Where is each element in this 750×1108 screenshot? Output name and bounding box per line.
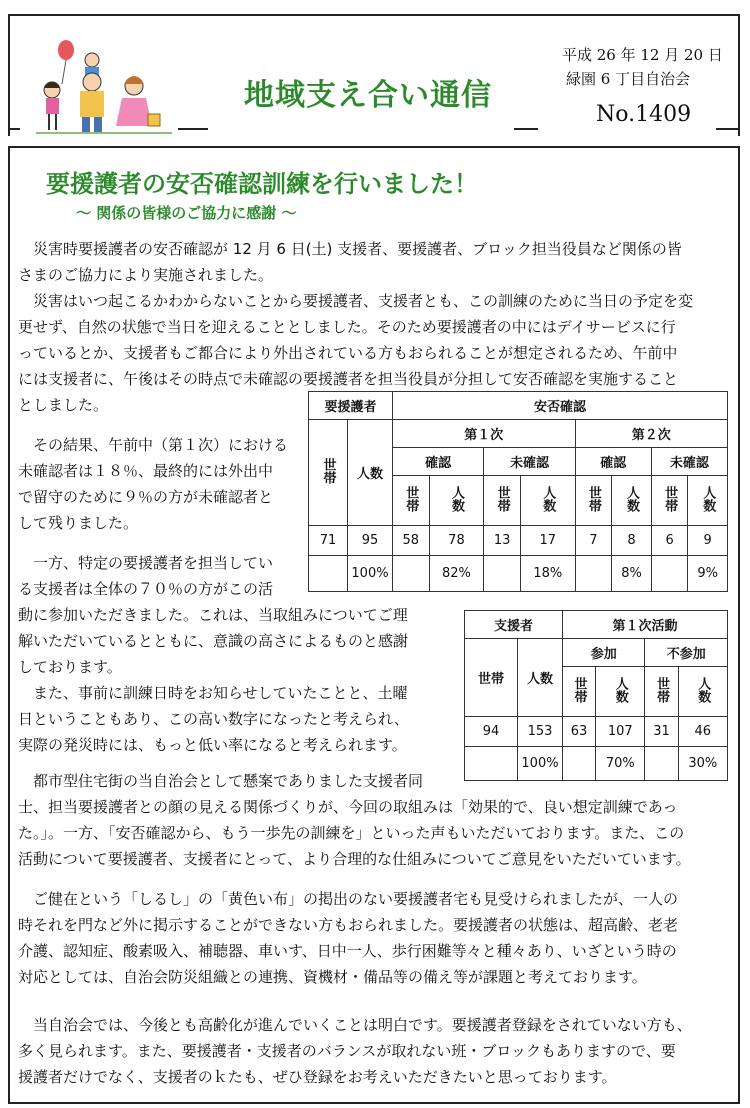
paragraph-5 [18,768,691,872]
table-cell [651,556,688,592]
table-header-cell [393,476,430,526]
header-text: 世帯 [571,676,587,703]
header-text: 世帯 [585,485,601,512]
table-cell [465,747,518,781]
table-row [465,747,728,781]
table-header-cell: 第１次活動 [563,611,728,639]
table-cell: 46 [678,717,727,747]
article-subheadline: ～ 関係の皆様のご協力に感謝 ～ [76,204,297,222]
table-header-cell [651,476,688,526]
table-cell: 7 [575,526,612,556]
table-header-cell: 不参加 [645,639,728,667]
text-line: 更せず、自然の状態で当日を迎えることとしました。そのため要援護者の中にはデイサービスに行 [18,318,676,336]
text-line: っているとか、支援者もご都合により外出されている方もおられることが想定されるため、午前中 [18,344,678,362]
text-line: 災害時要援護者の安否確認が 12 月 6 日(土) 支援者、要援護者、ブロック担当役員など関係の皆 [18,240,682,258]
table-header-cell: 人数 [518,639,563,717]
table-header-cell [596,667,645,717]
text-line: して残りました。 [18,514,139,532]
text-line: 対応としては、自治会防災組織との連携、資機材・備品等の備え等が課題と考えております。 [18,968,647,986]
header-rule [8,128,20,130]
text-line: さまのご協力により実施されました。 [18,266,274,284]
text-line: 実際の発災時には、もっと低い率になると考えられます。 [18,736,407,754]
header-text: 人数 [540,485,556,512]
issue-date: 平成 26 年 12 月 20 日 [562,46,723,64]
text-line: 援護者だけでなく、支援者のｋたも、ぜひ登録をお考えいただきたいと思っております。 [18,1068,617,1086]
table-cell: 100% [348,556,393,592]
table-cell: 9% [688,556,728,592]
header-text: 人数 [700,485,716,512]
table-cell [484,556,521,592]
header-text: 世帯 [494,485,510,512]
table-cell: 18% [520,556,575,592]
text-line: には支援者に、午後はその時点で未確認の要援護者を担当役員が分担して安否確認を実施すること [18,370,679,388]
table-header-cell: 確認 [393,448,484,476]
table-header-cell: 未確認 [484,448,575,476]
text-line: で留守のために９％の方が未確認者と [18,488,274,506]
table-cell: 107 [596,717,645,747]
header-text: 世帯 [662,485,678,512]
table-cell [563,747,596,781]
header-rule [514,128,538,130]
safety-check-table [308,391,728,592]
table-cell: 78 [429,526,484,556]
table-header-cell: 第１次 [393,420,576,448]
table-header-cell [309,420,348,526]
text-line: しております。 [18,658,122,676]
table-cell: 94 [465,717,518,747]
table-header-cell: 参加 [563,639,645,667]
table-cell: 70% [596,747,645,781]
text-line: 当自治会では、今後とも高齢化が進んでいくことは明白です。要援護者登録をされていない方も、 [18,1016,692,1034]
table-cell [309,556,348,592]
text-line: その結果、午前中（第１次）における [18,436,289,454]
header-text: 世帯 [320,457,336,484]
association-name: 緑園 6 丁目自治会 [566,70,691,88]
text-line: 日ということもあり、この高い数字になったと考えられ、 [18,710,409,728]
text-line: 介護、認知症、酸素吸入、補聴器、車いす、日中一人、歩行困難等々と種々あり、いざという時の [18,942,677,960]
table-header-cell: 支援者 [465,611,563,639]
table-cell: 82% [429,556,484,592]
text-line: 時それを門など外に掲示することができない方もおられました。要援護者の状態は、超高齢、老老 [18,916,679,934]
table-cell: 100% [518,747,563,781]
header-rule [716,128,738,130]
table-cell [393,556,430,592]
table-row [465,717,728,747]
table-cell: 9 [688,526,728,556]
table-header-cell [429,476,484,526]
table-cell: 30% [678,747,727,781]
table-header-cell: 世帯 [465,639,518,717]
header-rule [178,128,208,130]
text-line: ご健在という「しるし」の「黄色い布」の掲出のない要援護者宅も見受けられましたが、一人の [18,890,679,908]
table-cell [575,556,612,592]
table-header-cell [688,476,728,526]
table-header-cell: 安否確認 [393,392,728,420]
text-line: 災害はいつ起こるかわからないことから要援護者、支援者とも、この訓練のために当日の予定を変 [18,292,694,310]
text-line: た。｣。一方、｢安否確認から、もう一歩先の訓練を」といった声もいただいております。また、この [18,824,685,842]
table-header-cell [612,476,652,526]
balloon [58,40,74,84]
text-line: また、事前に訓練日時をお知らせしていたことと、土曜 [18,684,408,702]
supporter-activity-table [464,610,728,781]
header-text: 人数 [695,676,711,703]
paragraph-1 [18,236,682,288]
text-line: 多く見られます。また、要援護者・支援者のバランスが取れない班・ブロックもありますので、要 [18,1042,676,1060]
header-text: 人数 [624,485,639,512]
table-cell: 31 [645,717,678,747]
table-cell [645,747,678,781]
table-header-cell [645,667,678,717]
table-row [309,526,728,556]
table-cell: 13 [484,526,521,556]
table-header-cell: 要援護者 [309,392,393,420]
paragraph-4b [18,602,409,758]
table-header-cell: 未確認 [651,448,727,476]
table-cell: 17 [520,526,575,556]
table-header-cell: 第２次 [575,420,727,448]
header-text: 世帯 [403,485,419,512]
text-line: る支援者は全体の７０％の方がこの活 [18,580,274,598]
table-cell: 8 [612,526,652,556]
table-header-cell [520,476,575,526]
paragraph-6 [18,886,678,990]
header-text: 人数 [612,676,628,703]
header-text: 世帯 [654,676,669,703]
table-cell: 58 [393,526,430,556]
text-line: 未確認者は１８％、最終的には外出中 [18,462,274,480]
table-cell: 6 [651,526,688,556]
header-text: 人数 [448,485,464,512]
table-header-cell [563,667,596,717]
text-line: 活動について要援護者、支援者にとって、より合理的な仕組みについてご意見をいただいています。 [18,850,691,868]
text-line: 都市型住宅街の当自治会として懸案でありました支援者同 [18,772,424,790]
table-row [309,556,728,592]
text-line: 士、担当要援護者との顔の見える関係づくりが、今回の取組みは「効果的で、良い想定訓練であっ [18,798,678,816]
table-cell: 8% [612,556,652,592]
text-line: 解いただいているとともに、意識の高さによるものと感謝 [18,632,409,650]
paragraph-7 [18,1012,692,1090]
issue-number: No.1409 [596,102,692,127]
table-header-cell: 人数 [348,420,393,526]
table-cell: 95 [348,526,393,556]
article-headline: 要援護者の安否確認訓練を行いました！ [46,170,478,198]
family-illustration [22,38,182,136]
paragraph-3 [18,432,288,536]
newsletter-title: 地域支え合い通信 [244,78,492,113]
table-header-cell [484,476,521,526]
table-cell: 63 [563,717,596,747]
table-header-cell [575,476,612,526]
paragraph-4a [18,550,273,602]
table-header-cell [678,667,727,717]
text-line: 一方、特定の要援護者を担当してい [18,554,274,572]
table-header-cell: 確認 [575,448,651,476]
text-line: としました。 [18,396,109,414]
text-line: 動に参加いただきました。これは、当取組みについてご理 [18,606,408,624]
table-cell: 153 [518,717,563,747]
table-cell: 71 [309,526,348,556]
